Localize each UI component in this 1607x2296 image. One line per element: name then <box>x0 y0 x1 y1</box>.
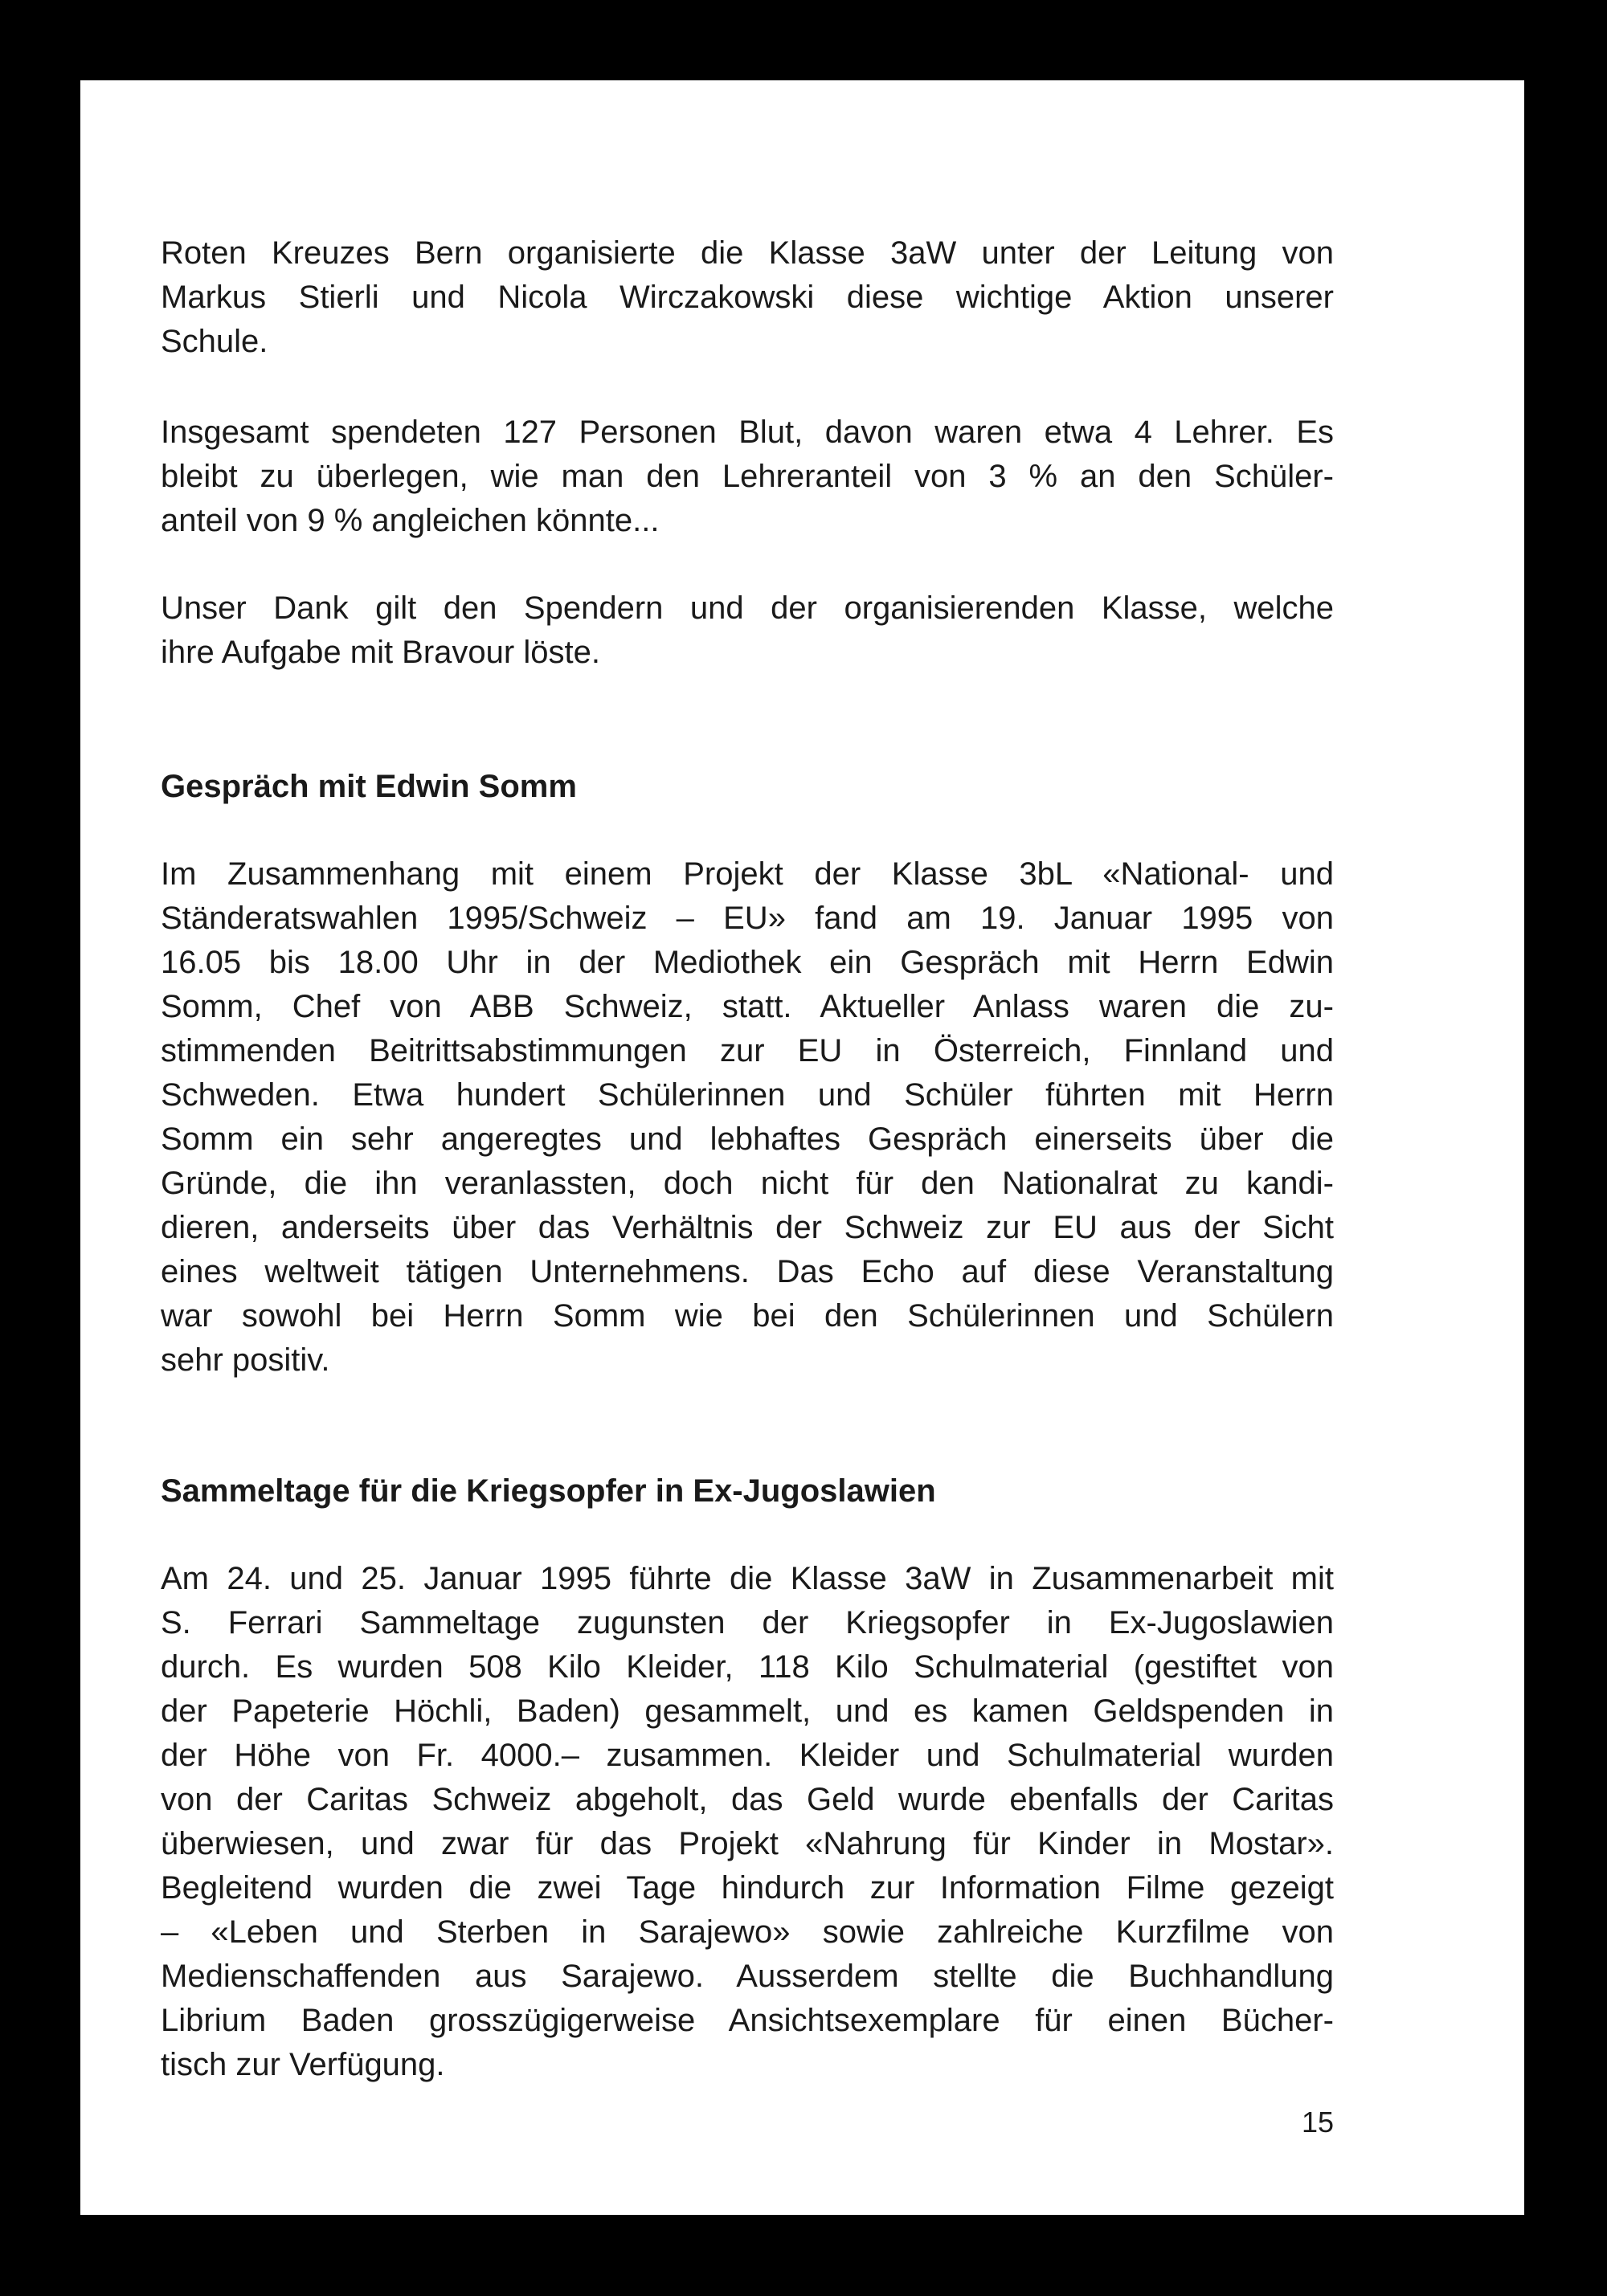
text-line: der Höhe von Fr. 4000.– zusammen. Kleider und Schulmaterial wurden <box>161 1738 1334 1773</box>
text-line: tisch zur Verfügung. <box>161 2047 445 2082</box>
text-line: S. Ferrari Sammeltage zugunsten der Kriegsopfer in Ex-Jugoslawien <box>161 1605 1334 1640</box>
text-line: von der Caritas Schweiz abgeholt, das Geld wurde ebenfalls der Caritas <box>161 1782 1334 1817</box>
heading-sammeltage: Sammeltage für die Kriegsopfer in Ex-Jugoslawien <box>161 1473 936 1509</box>
text-line: war sowohl bei Herrn Somm wie bei den Schülerinnen und Schülern <box>161 1298 1334 1334</box>
text-line: durch. Es wurden 508 Kilo Kleider, 118 Kilo Schulmaterial (gestiftet von <box>161 1649 1334 1685</box>
paragraph-sammeltage <box>161 1557 1334 2087</box>
page-number: 15 <box>1301 2106 1334 2139</box>
text-line: Roten Kreuzes Bern organisierte die Klasse 3aW unter der Leitung von <box>161 235 1334 271</box>
text-line: Markus Stierli und Nicola Wirczakowski diese wichtige Aktion unserer <box>161 280 1334 315</box>
text-line: Schule. <box>161 324 268 359</box>
text-line: Somm ein sehr angeregtes und lebhaftes Gespräch einerseits über die <box>161 1121 1334 1157</box>
paragraph-edwin-somm <box>161 852 1334 1383</box>
text-line: Medienschaffenden aus Sarajewo. Ausserdem stellte die Buchhandlung <box>161 1959 1334 1994</box>
text-line: Ständeratswahlen 1995/Schweiz – EU» fand am 19. Januar 1995 von <box>161 901 1334 936</box>
text-line: dieren, anderseits über das Verhältnis der Schweiz zur EU aus der Sicht <box>161 1210 1334 1245</box>
text-line: anteil von 9 % angleichen könnte... <box>161 503 660 538</box>
text-line: Am 24. und 25. Januar 1995 führte die Klasse 3aW in Zusammenarbeit mit <box>161 1561 1334 1596</box>
text-line: Librium Baden grosszügigerweise Ansichtsexemplare für einen Bücher- <box>161 2003 1334 2038</box>
paragraph-thanks <box>161 586 1334 675</box>
text-line: sehr positiv. <box>161 1342 330 1378</box>
paragraph-blood-donation-intro <box>161 231 1334 364</box>
text-line: der Papeterie Höchli, Baden) gesammelt, und es kamen Geldspenden in <box>161 1693 1334 1729</box>
document-page <box>80 80 1524 2215</box>
text-line: Gründe, die ihn veranlassten, doch nicht für den Nationalrat zu kandi- <box>161 1166 1334 1201</box>
text-line: überwiesen, und zwar für das Projekt «Nahrung für Kinder in Mostar». <box>161 1826 1334 1861</box>
paragraph-blood-donation-stats <box>161 411 1334 543</box>
text-line: ihre Aufgabe mit Bravour löste. <box>161 635 600 670</box>
text-line: Begleitend wurden die zwei Tage hindurch zur Information Filme gezeigt <box>161 1870 1334 1906</box>
text-line: Im Zusammenhang mit einem Projekt der Klasse 3bL «National- und <box>161 856 1334 892</box>
text-line: bleibt zu überlegen, wie man den Lehreranteil von 3 % an den Schüler- <box>161 459 1334 494</box>
text-line: – «Leben und Sterben in Sarajewo» sowie zahlreiche Kurzfilme von <box>161 1914 1334 1950</box>
heading-edwin-somm: Gespräch mit Edwin Somm <box>161 769 577 804</box>
text-line: Somm, Chef von ABB Schweiz, statt. Aktueller Anlass waren die zu- <box>161 989 1334 1024</box>
text-line: eines weltweit tätigen Unternehmens. Das Echo auf diese Veranstaltung <box>161 1254 1334 1289</box>
text-line: Unser Dank gilt den Spendern und der organisierenden Klasse, welche <box>161 590 1334 626</box>
text-line: stimmenden Beitrittsabstimmungen zur EU in Österreich, Finnland und <box>161 1033 1334 1068</box>
text-line: 16.05 bis 18.00 Uhr in der Mediothek ein Gespräch mit Herrn Edwin <box>161 945 1334 980</box>
text-line: Schweden. Etwa hundert Schülerinnen und Schüler führten mit Herrn <box>161 1077 1334 1113</box>
text-line: Insgesamt spendeten 127 Personen Blut, davon waren etwa 4 Lehrer. Es <box>161 415 1334 450</box>
